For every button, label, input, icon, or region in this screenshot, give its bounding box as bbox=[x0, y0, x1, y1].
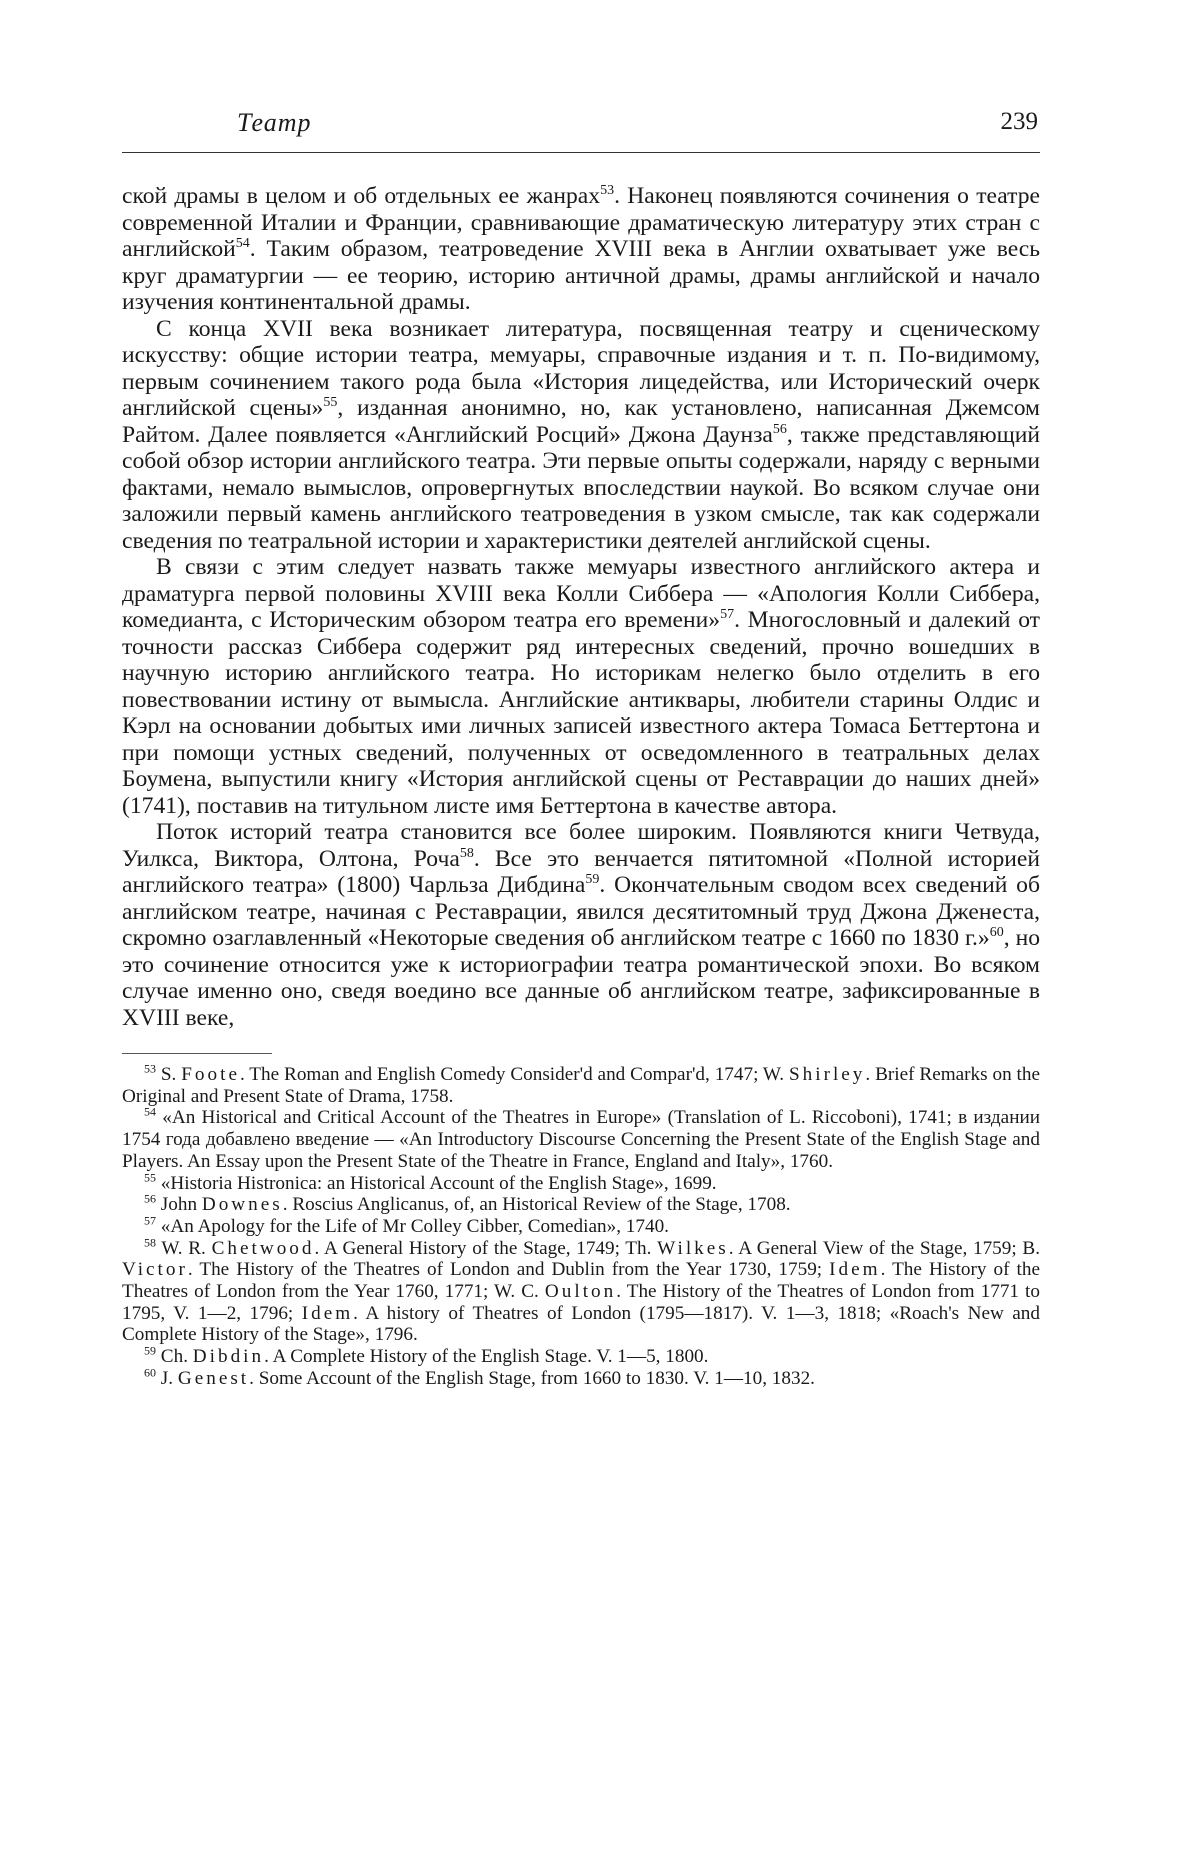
text-span: , но это сочинение относится уже к историографии театра романтической эпохи. Во всяком случае именно оно, сведя воедино все данные об английском театре, зафиксированные в XVIII веке, bbox=[122, 925, 1040, 1031]
footnote-ref: 55 bbox=[323, 395, 338, 411]
footnote-text: . Some Account of the English Stage, from 1660 to 1830. V. 1—10, 1832. bbox=[249, 1367, 815, 1389]
footnote-54 bbox=[122, 1107, 1040, 1172]
text-span: . Все это венчается пятитомной «Полной историей английского театра» (1800) Чарльза Дибдина bbox=[122, 845, 1040, 898]
footnote-ref: 57 bbox=[720, 607, 735, 623]
footnote-ref: 59 bbox=[585, 872, 600, 888]
footnote-53 bbox=[122, 1061, 1040, 1107]
header-rule bbox=[122, 152, 1040, 153]
footnote-text: . The Roman and English Comedy Consider'd and Compar'd, 1747; W. bbox=[239, 1064, 789, 1085]
footnote-text: Ch. bbox=[160, 1346, 193, 1368]
author-name: Victor bbox=[122, 1259, 188, 1281]
book-page bbox=[122, 108, 1040, 1390]
author-name: Idem bbox=[301, 1302, 354, 1324]
author-name: Foote bbox=[181, 1064, 240, 1085]
footnote-text: . A General History of the Stage, 1749; Th. bbox=[314, 1237, 658, 1259]
text-span: . Многословный и далекий от точности рассказ Сиббера содержит ряд интересных сведений, прочно вошедших в научную историю английского театра. Но историкам нелегко было отделить в его повествовании истину от вымысла. Английские антиквары, любители старины Олдис и Кэрл на основании добытых ими личных записей известного актера Томаса Беттертона и при помощи устных сведений, полученных от осведомленного в театральных делах Боумена, выпустили книгу «История английской сцены от Реставрации до наших дней» (1741), поставив на титульном листе имя Беттертона в качестве автора. bbox=[122, 607, 1040, 819]
footnote-59 bbox=[122, 1343, 1040, 1368]
footnote-text: S. bbox=[160, 1064, 182, 1085]
text-span: . Наконец появляются сочинения о театре современной Италии и Франции, сравнивающие драматическую литературу этих стран с английской bbox=[122, 183, 1040, 262]
footnote-number: 58 bbox=[144, 1235, 156, 1250]
footnote-60 bbox=[122, 1365, 1040, 1390]
footnote-text: . The History of the Theatres of London and Dublin from the Year 1730, 1759; bbox=[187, 1259, 830, 1281]
text-span: В связи с этим следует назвать также мемуары известного английского актера и драматурга первой половины XVIII века Колли Сиббера — «Апология Колли Сиббера, комедианта, с Историческим обзором театра его времени» bbox=[122, 554, 1040, 633]
footnote-text: . The History of the Theatres of London from 1771 to 1795, V. 1—2, 1796; bbox=[122, 1281, 1040, 1324]
text-span: Поток историй театра становится все более широким. Появляются книги Четвуда, Уилкса, Виктора, Олтона, Роча bbox=[122, 819, 1040, 872]
paragraph bbox=[122, 316, 1040, 555]
footnote-56 bbox=[122, 1191, 1040, 1216]
main-text bbox=[122, 183, 1040, 1031]
footnote-ref: 56 bbox=[772, 421, 787, 437]
footnote-55 bbox=[122, 1170, 1040, 1195]
footnote-text: . A Complete History of the English Stage. V. 1—5, 1800. bbox=[264, 1346, 709, 1368]
footnote-ref: 53 bbox=[600, 183, 615, 199]
footnote-text: . A General View of the Stage, 1759; B. bbox=[728, 1237, 1041, 1259]
footnote-number: 57 bbox=[144, 1213, 156, 1228]
paragraph bbox=[122, 819, 1040, 1031]
footnote-number: 59 bbox=[144, 1343, 156, 1358]
footnote-number: 55 bbox=[144, 1170, 156, 1185]
paragraph bbox=[122, 183, 1040, 316]
footnote-ref: 60 bbox=[989, 925, 1004, 941]
footnote-text: J. bbox=[160, 1367, 178, 1389]
text-span: , изданная анонимно, но, как установлено, написанная Джемсом Райтом. Далее появляется «Английский Росций» Джона Даунза bbox=[122, 395, 1040, 448]
footnotes bbox=[122, 1061, 1041, 1390]
footnote-text: . The History of the Theatres of London from the Year 1760, 1771; W. C. bbox=[122, 1259, 1040, 1303]
text-span: ской драмы в целом и об отдельных ее жанрах bbox=[122, 183, 601, 209]
footnote-text: W. R. bbox=[161, 1237, 212, 1259]
footnote-text: John bbox=[160, 1194, 202, 1216]
author-name: Shirley bbox=[788, 1064, 866, 1085]
text-span: , также представляющий собой обзор истории английского театра. Эти первые опыты содержали, наряду с верными фактами, немало вымыслов, опровергнутых впоследствии наукой. Во всяком случае они заложили первый камень английского театроведения в узком смысле, так как содержали сведения по театральной истории и характеристики деятелей английской сцены. bbox=[122, 421, 1040, 554]
footnote-number: 54 bbox=[144, 1105, 156, 1120]
footnote-text: «Historia Histronica: an Historical Account of the English Stage», 1699. bbox=[160, 1172, 717, 1194]
footnote-58 bbox=[122, 1235, 1041, 1347]
footnote-57 bbox=[122, 1213, 1040, 1238]
running-head bbox=[122, 108, 1040, 152]
author-name: Wilkes bbox=[657, 1237, 729, 1259]
footnote-text: «An Historical and Critical Account of the Theatres in Europe» (Translation of L. Riccoboni), 1741; в издании 1754 года добавлено введение — «An Introductory Discourse Concerning the Present State of the English Stage and Players. An Essay upon the Present State of the Theatre in France, England and Italy», 1760. bbox=[122, 1107, 1040, 1172]
footnote-number: 53 bbox=[144, 1061, 156, 1076]
author-name: Idem bbox=[829, 1259, 881, 1281]
footnote-ref: 54 bbox=[235, 236, 250, 252]
page-number: 239 bbox=[1000, 108, 1038, 135]
footnote-ref: 58 bbox=[459, 845, 474, 861]
author-name: Genest bbox=[177, 1367, 250, 1389]
running-title: Театр bbox=[237, 108, 312, 137]
author-name: Downes bbox=[201, 1194, 283, 1216]
author-name: Chetwood bbox=[211, 1237, 315, 1259]
footnote-number: 60 bbox=[144, 1365, 156, 1380]
author-name: Oulton bbox=[544, 1281, 617, 1303]
footnote-text: . Brief Remarks on the Original and Present State of Drama, 1758. bbox=[122, 1064, 1040, 1107]
paragraph bbox=[122, 554, 1040, 819]
footnote-number: 56 bbox=[144, 1191, 156, 1206]
footnote-rule bbox=[122, 1053, 272, 1054]
text-span: . Таким образом, театроведение XVIII века в Англии охватывает уже весь круг драматургии — ее теорию, историю античной драмы, драмы английской и начало изучения континентальной драмы. bbox=[122, 236, 1040, 315]
text-span: . Окончательным сводом всех сведений об английском театре, начиная с Реставрации, явился десятитомный труд Джона Дженеста, скромно озаглавленный «Некоторые сведения об английском театре с 1660 по 1830 г.» bbox=[122, 872, 1040, 951]
footnote-text: . A history of Theatres of London (1795—1817). V. 1—3, 1818; «Roach's New and Complete History of the Stage», 1796. bbox=[122, 1302, 1040, 1346]
footnote-text: «An Apology for the Life of Mr Colley Cibber, Comedian», 1740. bbox=[160, 1215, 669, 1237]
author-name: Dibdin bbox=[192, 1346, 265, 1368]
footnote-text: . Roscius Anglicanus, of, an Historical Review of the Stage, 1708. bbox=[282, 1194, 791, 1216]
text-span: С конца XVII века возникает литература, посвященная театру и сценическому искусству: общие истории театра, мемуары, справочные издания и т. п. По-видимому, первым сочинением такого рода была «История лицедейства, или Исторический очерк английской сцены» bbox=[122, 315, 1040, 421]
